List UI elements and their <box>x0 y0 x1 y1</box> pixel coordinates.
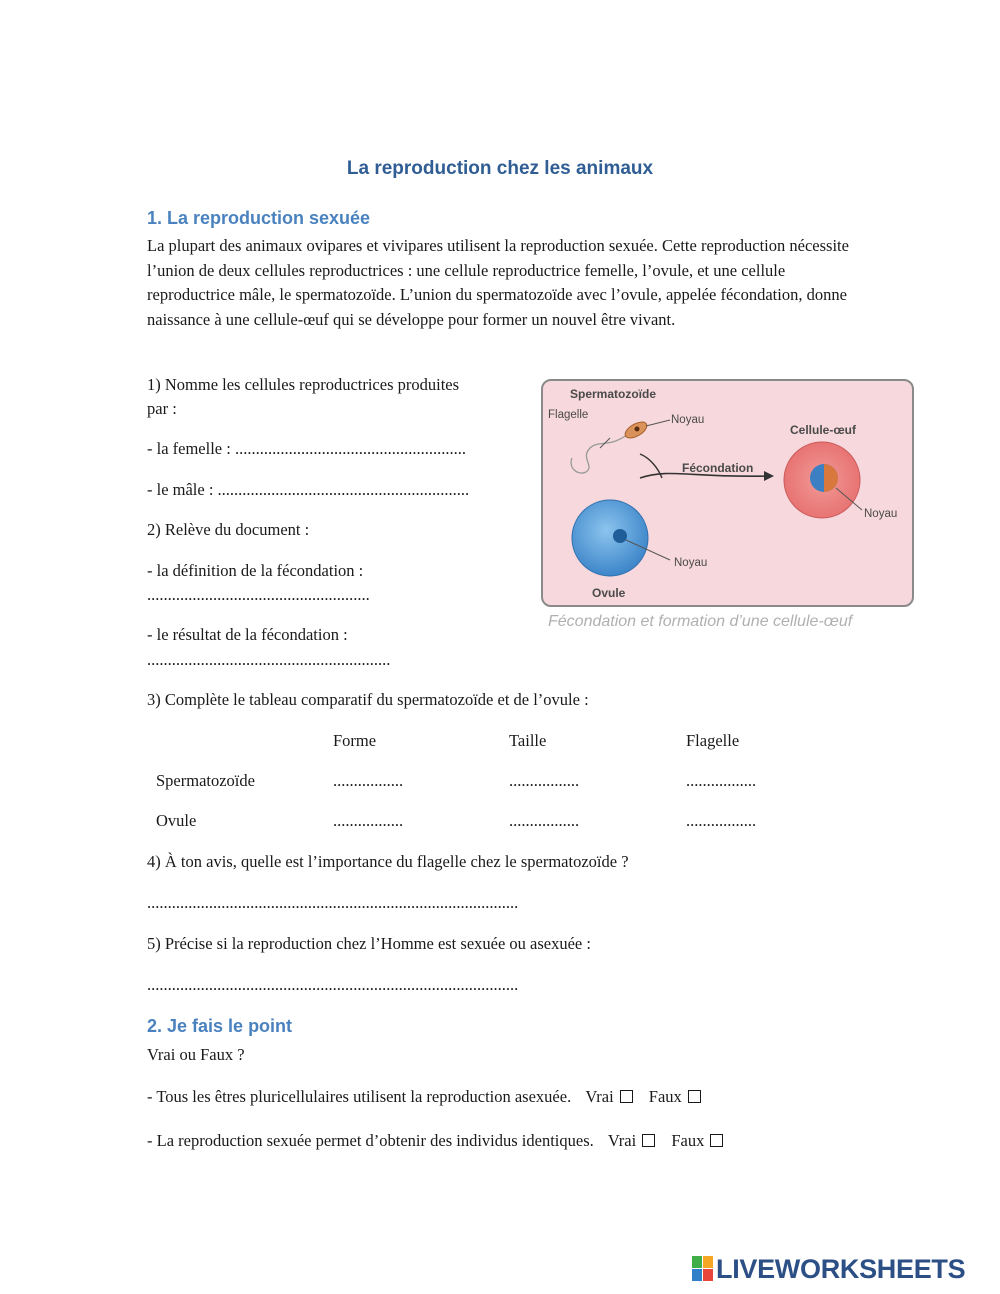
table-row-label: Ovule <box>156 811 197 830</box>
intro-paragraph: La plupart des animaux ovipares et vivipares utilisent la reproduction sexuée. Cette reproduction nécessite l’union de deux cellules reproductrices : une cellule reproductrice femelle, l’ovule, et une cellule reproductrice mâle, le spermatozoïde. L’union du spermatozoïde avec l’ovule, appelée fécondation, donne naissance à une cellule-œuf qui se développe pour former un nouvel être vivant. <box>147 236 849 329</box>
ovule-cell <box>572 500 648 576</box>
liveworksheets-logo <box>692 1254 965 1284</box>
table-header-forme: Forme <box>333 731 377 750</box>
question-2-result: - le résultat de la fécondation : <box>147 625 348 644</box>
brand-name: LIVEWORKSHEETS <box>716 1253 966 1284</box>
table-row-label: Spermatozoïde <box>156 771 255 790</box>
question-1-line2: par : <box>147 399 177 418</box>
ovule-noyau <box>613 529 627 543</box>
label-cellule-oeuf: Cellule-œuf <box>790 423 856 437</box>
answer-result[interactable]: ........................................................... <box>147 650 391 669</box>
vrai-faux-title: Vrai ou Faux ? <box>147 1045 245 1064</box>
table-header-taille: Taille <box>509 731 547 750</box>
answer-4[interactable]: .......................................................................................... <box>147 893 519 912</box>
fecondation-figure <box>540 378 915 610</box>
table-cell-input[interactable]: ................. <box>686 811 757 830</box>
vrai-checkbox[interactable] <box>620 1090 633 1103</box>
label-fecondation: Fécondation <box>682 461 754 475</box>
section-heading-2: 2. Je fais le point <box>147 1016 293 1036</box>
question-3: 3) Complète le tableau comparatif du spermatozoïde et de l’ovule : <box>147 690 589 709</box>
page-title: La reproduction chez les animaux <box>346 158 654 179</box>
question-2: 2) Relève du document : <box>147 520 310 539</box>
label-noyau-sperm: Noyau <box>671 414 705 426</box>
question-1-line1: 1) Nomme les cellules reproductrices produites <box>147 375 460 394</box>
label-spermatozoide: Spermatozoïde <box>570 387 657 401</box>
faux-option[interactable]: Faux <box>649 1087 701 1106</box>
table-cell-input[interactable]: ................. <box>686 771 757 790</box>
section-heading-1: 1. La reproduction sexuée <box>147 208 371 228</box>
table-cell-input[interactable]: ................. <box>509 811 580 830</box>
vrai-option[interactable]: Vrai <box>608 1131 655 1150</box>
figure-caption: Fécondation et formation d’une cellule-œuf <box>548 613 853 630</box>
label-ovule: Ovule <box>592 586 626 600</box>
question-2-definition: - la définition de la fécondation : <box>147 561 364 580</box>
vrai-checkbox[interactable] <box>642 1134 655 1147</box>
label-noyau-ovule: Noyau <box>674 557 708 569</box>
logo-icon <box>692 1256 714 1282</box>
question-5: 5) Précise si la reproduction chez l’Homme est sexuée ou asexuée : <box>147 934 591 953</box>
table-cell-input[interactable]: ................. <box>509 771 580 790</box>
statement-text: - Tous les êtres pluricellulaires utilisent la reproduction asexuée. <box>147 1087 572 1106</box>
question-4: 4) À ton avis, quelle est l’importance du flagelle chez le spermatozoïde ? <box>147 852 629 871</box>
answer-male[interactable]: - le mâle : ............................................................. <box>147 480 470 499</box>
statement-row <box>147 1085 701 1110</box>
faux-checkbox[interactable] <box>688 1090 701 1103</box>
statement-row <box>147 1129 723 1154</box>
answer-5[interactable]: .......................................................................................... <box>147 975 519 994</box>
vrai-option[interactable]: Vrai <box>585 1087 632 1106</box>
label-flagelle: Flagelle <box>548 409 589 421</box>
faux-option[interactable]: Faux <box>671 1131 723 1150</box>
label-noyau-oeuf: Noyau <box>864 508 898 520</box>
table-cell-input[interactable]: ................. <box>333 771 404 790</box>
statement-text: - La reproduction sexuée permet d’obtenir des individus identiques. <box>147 1131 594 1150</box>
table-cell-input[interactable]: ................. <box>333 811 404 830</box>
answer-definition[interactable]: ...................................................... <box>147 585 370 604</box>
answer-female[interactable]: - la femelle : ........................................................ <box>147 439 466 458</box>
faux-checkbox[interactable] <box>710 1134 723 1147</box>
table-header-flagelle: Flagelle <box>686 731 740 750</box>
